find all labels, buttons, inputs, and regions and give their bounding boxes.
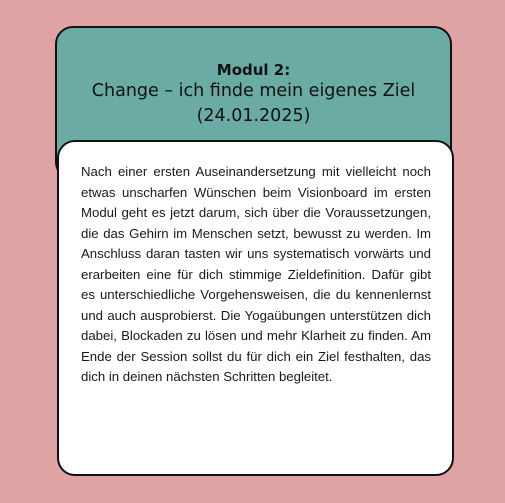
- module-card: [55, 26, 452, 474]
- module-title: Change – ich finde mein eigenes Ziel: [91, 81, 416, 101]
- module-label: Modul 2:: [216, 61, 291, 79]
- module-description: Nach einer ersten Auseinandersetzung mit vielleicht noch etwas unscharfen Wünschen beim Visionboard im ersten Modul geht es jetzt darum, sich über die Voraussetzungen, die das Gehirn im Menschen setzt, bewusst zu werden. Im Anschluss daran tasten wir uns systematisch vorwärts und erarbeiten eine für dich stimmige Zieldefinition. Dafür gibt es unterschiedliche Vorgehensweisen, die du kennenlernst und auch ausprobierst. Die Yogaübungen unterstützen dich dabei, Blockaden zu lösen und mehr Klarheit zu finden. Am Ende der Session sollst du für dich ein Ziel festhalten, das dich in deinen nächsten Schritten begleitet.: [81, 164, 431, 384]
- module-date: (24.01.2025): [196, 106, 311, 126]
- module-description-panel: [57, 140, 454, 476]
